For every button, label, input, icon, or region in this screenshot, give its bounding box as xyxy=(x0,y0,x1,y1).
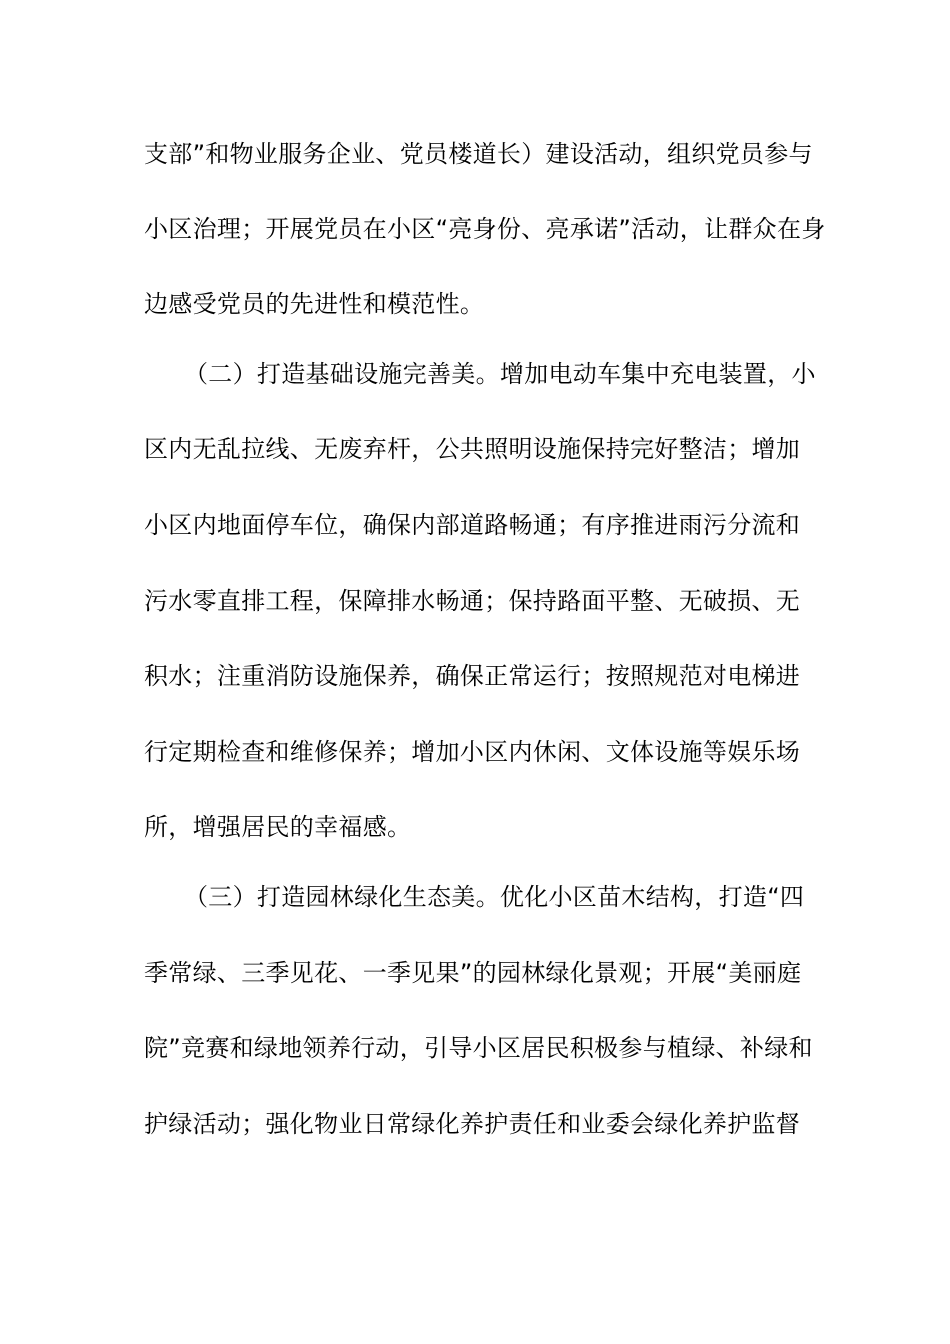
paragraph-line: 边感受党员的先进性和模范性。 xyxy=(144,290,485,318)
section-heading-line: （二）打造基础设施完善美。增加电动车集中充电装置，小 xyxy=(184,360,816,388)
paragraph-line: 区内无乱拉线、无废弃杆，公共照明设施保持完好整洁；增加 xyxy=(144,435,801,463)
paragraph-line: 小区内地面停车位，确保内部道路畅通；有序推进雨污分流和 xyxy=(144,511,801,539)
paragraph-line: 积水；注重消防设施保养，确保正常运行；按照规范对电梯进 xyxy=(144,662,801,690)
paragraph-line: 院”竞赛和绿地领养行动，引导小区居民积极参与植绿、补绿和 xyxy=(144,1034,813,1062)
paragraph-line: 所，增强居民的幸福感。 xyxy=(144,813,412,841)
paragraph-line: 污水零直排工程，保障排水畅通；保持路面平整、无破损、无 xyxy=(144,587,801,615)
paragraph-line: 行定期检查和维修保养；增加小区内休闲、文体设施等娱乐场 xyxy=(144,738,801,766)
paragraph-line: 小区治理；开展党员在小区“亮身份、亮承诺”活动，让群众在身 xyxy=(144,215,826,243)
paragraph-line: 季常绿、三季见花、一季见果”的园林绿化景观；开展“美丽庭 xyxy=(144,959,802,987)
paragraph-line: 护绿活动；强化物业日常绿化养护责任和业委会绿化养护监督 xyxy=(144,1110,801,1138)
paragraph-line: 支部”和物业服务企业、党员楼道长）建设活动，组织党员参与 xyxy=(144,140,813,168)
section-heading-line: （三）打造园林绿化生态美。优化小区苗木结构，打造“四 xyxy=(184,883,805,911)
